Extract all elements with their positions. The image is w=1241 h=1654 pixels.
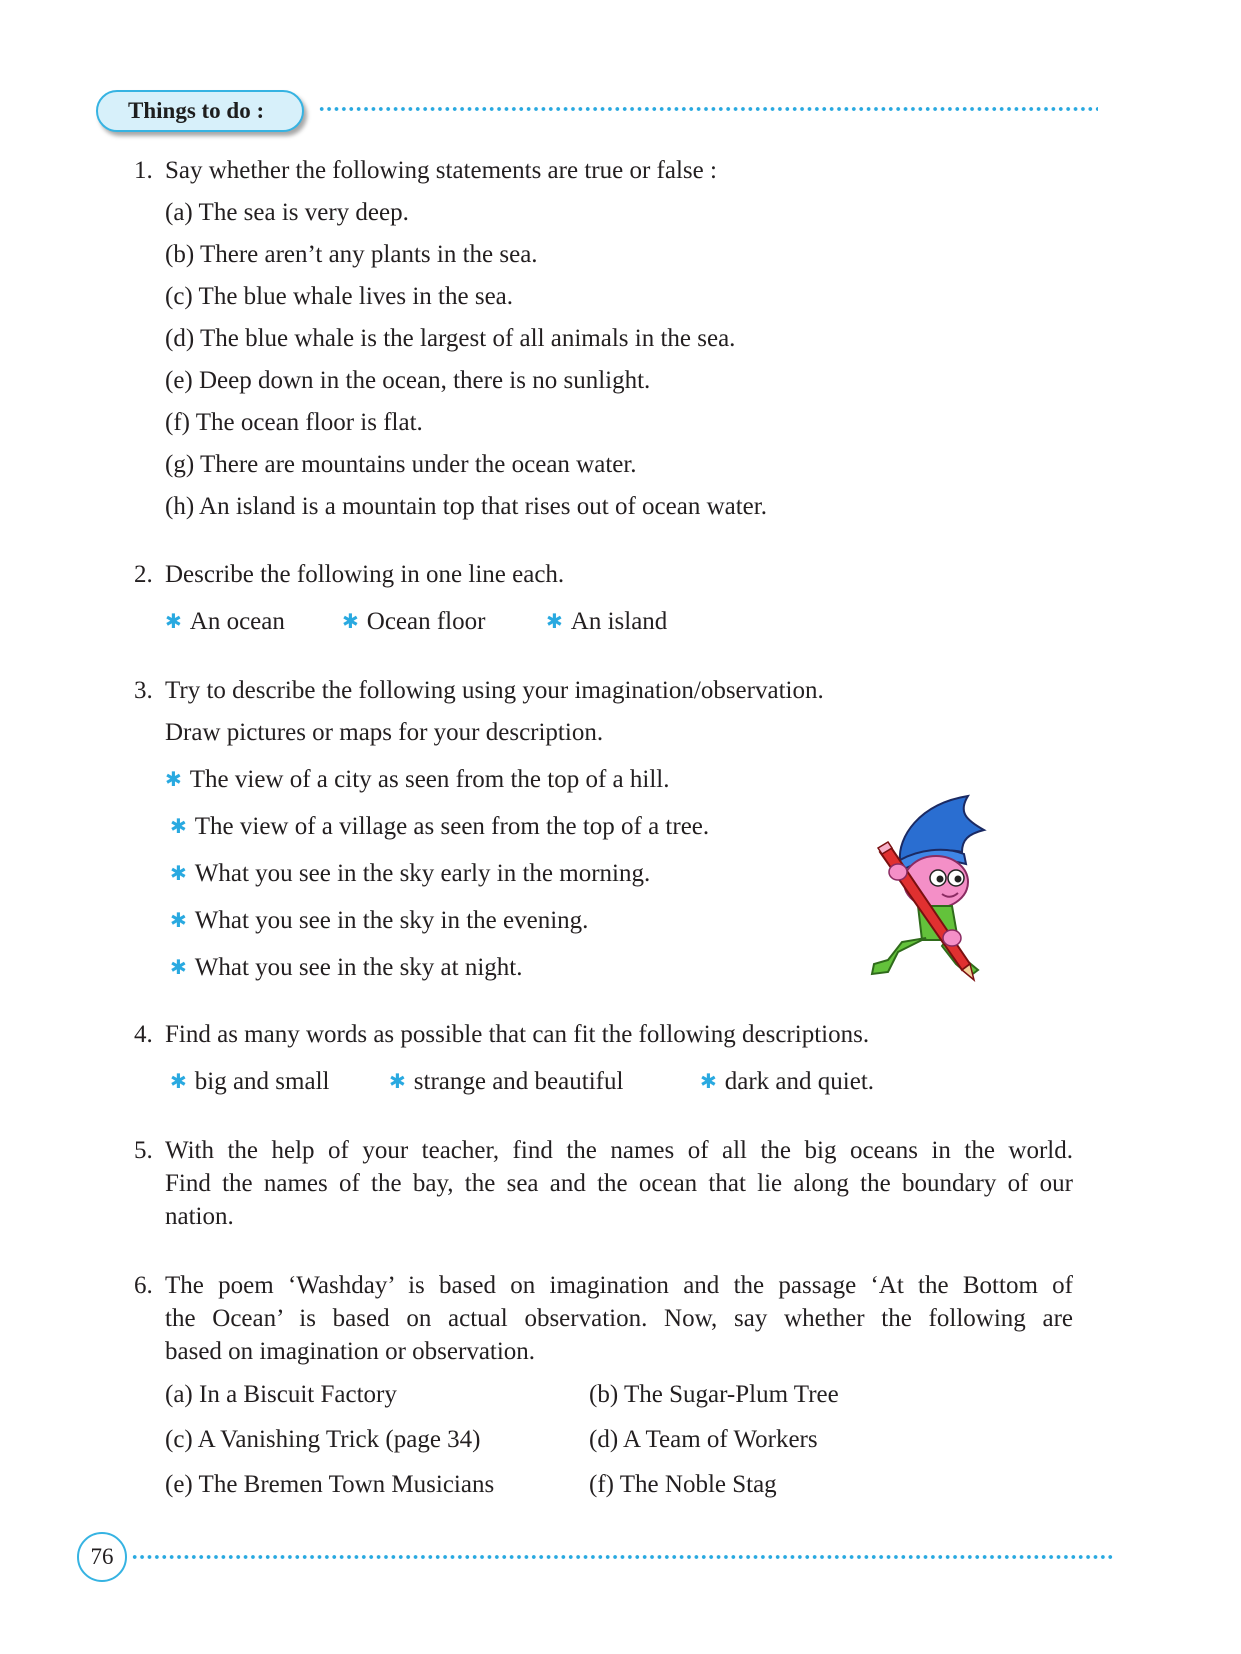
q1-item-b: (b) There aren’t any plants in the sea. (165, 241, 538, 268)
page-number: 76 (77, 1532, 127, 1582)
asterisk-icon: ✱ (165, 609, 182, 633)
q6-item-c: (c) A Vanishing Trick (page 34) (165, 1426, 481, 1453)
gnome-with-pencil-icon (858, 790, 1008, 982)
q5-line3: nation. (165, 1203, 234, 1230)
q2-item-ocean-floor: ✱ Ocean floor (342, 608, 486, 635)
asterisk-icon: ✱ (700, 1069, 717, 1093)
q1-item-f: (f) The ocean floor is flat. (165, 409, 423, 436)
asterisk-icon: ✱ (342, 609, 359, 633)
q3-number: 3. (134, 677, 153, 704)
q6-item-d: (d) A Team of Workers (589, 1426, 818, 1453)
q5-line1: With the help of your teacher, find the names of all the big oceans in the world. (165, 1137, 1073, 1164)
q4-prompt: Find as many words as possible that can fit the following descriptions. (165, 1021, 870, 1048)
header-dotted-divider (318, 106, 1098, 112)
q5-number: 5. (134, 1137, 153, 1164)
q4-item-dark-quiet: ✱ dark and quiet. (700, 1068, 875, 1095)
q6-item-e: (e) The Bremen Town Musicians (165, 1471, 495, 1498)
asterisk-icon: ✱ (389, 1069, 406, 1093)
q3-item-night: ✱ What you see in the sky at night. (170, 954, 523, 981)
q1-item-d: (d) The blue whale is the largest of all animals in the sea. (165, 325, 736, 352)
q1-item-g: (g) There are mountains under the ocean water. (165, 451, 637, 478)
q5-line2: Find the names of the bay, the sea and the ocean that lie along the boundary of our (165, 1170, 1073, 1197)
q5-text (165, 1134, 1073, 1233)
asterisk-icon: ✱ (170, 1069, 187, 1093)
footer-dotted-divider (131, 1554, 1113, 1560)
q6-line2: the Ocean’ is based on actual observation. Now, say whether the following are (165, 1305, 1073, 1332)
q1-item-a: (a) The sea is very deep. (165, 199, 409, 226)
q3-prompt-line2: Draw pictures or maps for your description. (165, 719, 604, 746)
q6-item-a: (a) In a Biscuit Factory (165, 1381, 397, 1408)
q3-item-evening: ✱ What you see in the sky in the evening. (170, 907, 589, 934)
asterisk-icon: ✱ (170, 814, 187, 838)
q4-item-strange-beautiful: ✱ strange and beautiful (389, 1068, 624, 1095)
q6-text (165, 1269, 1073, 1368)
q4-item-big-small: ✱ big and small (170, 1068, 330, 1095)
q1-prompt: Say whether the following statements are true or false : (165, 157, 717, 184)
q1-number: 1. (134, 157, 153, 184)
asterisk-icon: ✱ (170, 908, 187, 932)
things-to-do-label: Things to do : (128, 98, 265, 123)
q4-number: 4. (134, 1021, 153, 1048)
q1-item-h: (h) An island is a mountain top that rises out of ocean water. (165, 493, 767, 520)
q6-item-b: (b) The Sugar-Plum Tree (589, 1381, 839, 1408)
q6-line3: based on imagination or observation. (165, 1338, 536, 1365)
q2-prompt: Describe the following in one line each. (165, 561, 565, 588)
q2-number: 2. (134, 561, 153, 588)
q6-line1: The poem ‘Washday’ is based on imagination and the passage ‘At the Bottom of (165, 1272, 1073, 1299)
things-to-do-badge (96, 90, 304, 132)
asterisk-icon: ✱ (165, 767, 182, 791)
asterisk-icon: ✱ (170, 861, 187, 885)
asterisk-icon: ✱ (546, 609, 563, 633)
q3-item-city: ✱ The view of a city as seen from the top of a hill. (165, 766, 670, 793)
q3-item-village: ✱ The view of a village as seen from the top of a tree. (170, 813, 710, 840)
q6-item-f: (f) The Noble Stag (589, 1471, 777, 1498)
q1-item-c: (c) The blue whale lives in the sea. (165, 283, 514, 310)
q3-prompt-line1: Try to describe the following using your imagination/observation. (165, 677, 824, 704)
q2-item-island: ✱ An island (546, 608, 668, 635)
q6-number: 6. (134, 1272, 153, 1299)
q2-item-ocean: ✱ An ocean (165, 608, 285, 635)
q3-item-morning: ✱ What you see in the sky early in the morning. (170, 860, 651, 887)
asterisk-icon: ✱ (170, 955, 187, 979)
q1-item-e: (e) Deep down in the ocean, there is no sunlight. (165, 367, 651, 394)
